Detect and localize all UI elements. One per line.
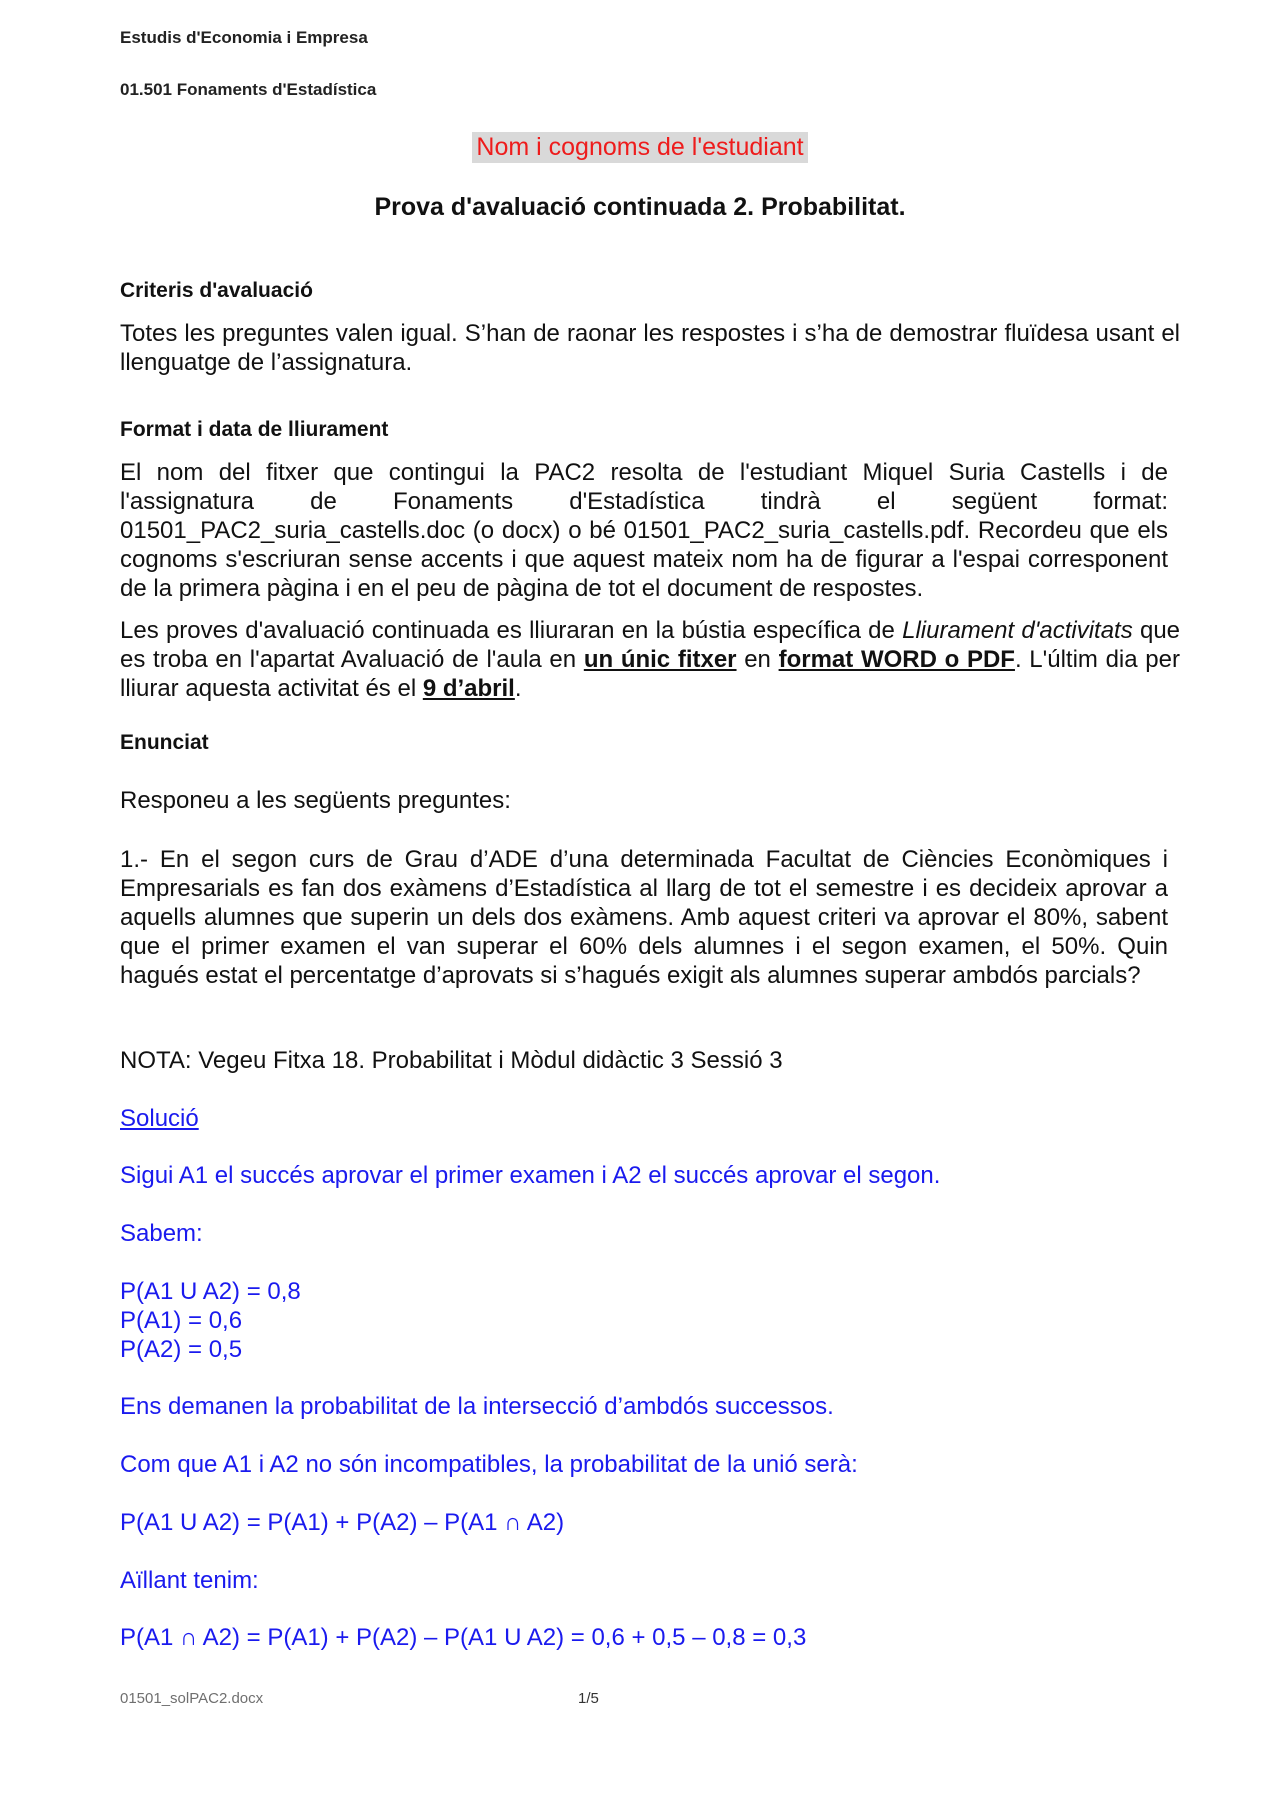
- enunciat-heading: Enunciat: [120, 731, 209, 754]
- criteris-heading: Criteris d'avaluació: [120, 279, 313, 302]
- format-paragraph-1: El nom del fitxer que contingui la PAC2 resolta de l'estudiant Miquel Suria Castells i de l'assignatura de Fonaments d'Estadística tindrà el següent format: 01501_PAC2_suria_castells.doc (o docx) o bé 01501_PAC2_suria_castells.pdf. Recordeu que els cognoms s'escriuran sense accents i que aquest mateix nom ha de figurar a l'espai corresponent de la primera pàgina i en el peu de pàgina de tot el document de respostes.: [120, 459, 1168, 602]
- solucio-link[interactable]: Solució: [120, 1105, 199, 1132]
- solucio-line-5: Aïllant tenim:: [120, 1567, 259, 1594]
- format-paragraph-2: [120, 616, 1180, 703]
- student-name-row: [0, 132, 1280, 163]
- p2-italic-lliurament: Lliurament d'activitats: [902, 617, 1133, 644]
- solucio-line-1: Sigui A1 el succés aprovar el primer examen i A2 el succés aprovar el segon.: [120, 1162, 941, 1189]
- question-1: 1.- En el segon curs de Grau d’ADE d’una determinada Facultat de Ciències Econòmiques i Empresarials es fan dos exàmens d’Estadística al llarg de tot el semestre i es decideix aprovar a aquells alumnes que superin un dels dos exàmens. Amb aquest criteri va aprovar el 80%, sabent que el primer examen el van superar el 60% dels alumnes i el segon examen, el 50%. Quin hagués estat el percentatge d’aprovats si s’hagués exigit als alumnes superar ambdós parcials?: [120, 846, 1168, 989]
- criteris-text: Totes les preguntes valen igual. S’han de raonar les respostes i s’ha de demostrar fluïdesa usant el llenguatge de l’assignatura.: [120, 320, 1180, 376]
- p2-single-file: un únic fitxer: [583, 646, 737, 673]
- p2-text-d: . L'últim dia per lliurar aquesta activitat és el: [120, 646, 1180, 702]
- formula-intersection-result: P(A1 ∩ A2) = P(A1) + P(A2) – P(A1 U A2) = 0,6 + 0,5 – 0,8 = 0,3: [120, 1624, 807, 1651]
- enunciat-intro: Responeu a les següents preguntes:: [120, 787, 511, 814]
- formula-pa2: P(A2) = 0,5: [120, 1336, 243, 1363]
- p2-format: format WORD o PDF: [778, 646, 1015, 673]
- p2-date: 9 d’abril: [422, 675, 515, 702]
- footer-page-number: 1/5: [578, 1690, 599, 1707]
- formula-pa1: P(A1) = 0,6: [120, 1307, 243, 1334]
- formula-union: P(A1 U A2) = 0,8: [120, 1278, 301, 1305]
- p2-text-e: .: [514, 675, 522, 702]
- header-course: 01.501 Fonaments d'Estadística: [120, 80, 377, 99]
- solucio-line-3: Ens demanen la probabilitat de la intersecció d’ambdós successos.: [120, 1393, 834, 1420]
- footer-filename: 01501_solPAC2.docx: [120, 1690, 264, 1707]
- page-title: Prova d'avaluació continuada 2. Probabilitat.: [374, 193, 906, 221]
- header-school: Estudis d'Economia i Empresa: [120, 28, 368, 47]
- solucio-line-4: Com que A1 i A2 no són incompatibles, la probabilitat de la unió serà:: [120, 1451, 858, 1478]
- p2-text-b: que es troba en l'apartat Avaluació de l'aula en: [120, 617, 1181, 673]
- nota-line: NOTA: Vegeu Fitxa 18. Probabilitat i Mòdul didàctic 3 Sessió 3: [120, 1047, 783, 1074]
- p2-text-c: en: [736, 646, 779, 673]
- p2-text-a: Les proves d'avaluació continuada es lliuraran en la bústia específica de: [120, 617, 903, 644]
- formula-union-expansion: P(A1 U A2) = P(A1) + P(A2) – P(A1 ∩ A2): [120, 1509, 565, 1536]
- format-heading: Format i data de lliurament: [120, 418, 389, 441]
- solucio-line-2: Sabem:: [120, 1220, 203, 1247]
- student-name-field[interactable]: Nom i cognoms de l'estudiant: [472, 132, 807, 163]
